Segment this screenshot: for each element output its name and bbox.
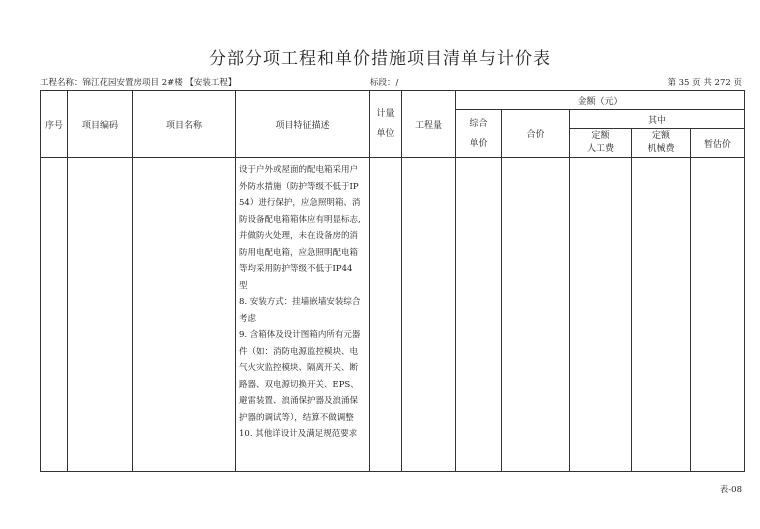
desc-line: 等均采用防护等级不低于IP44 (239, 264, 353, 274)
cell-labor-fee (570, 158, 632, 472)
desc-line: 8. 安装方式：挂墙嵌墙安装综合 (239, 297, 361, 307)
bill-of-quantities-table (40, 90, 745, 472)
cell-code (68, 158, 133, 472)
col-desc: 项目特征描述 (236, 91, 370, 158)
desc-line: 9. 含箱体及设计图箱内所有元器 (239, 330, 361, 340)
desc-line: 考虑 (239, 313, 257, 324)
col-code: 项目编码 (68, 91, 133, 158)
col-amount: 金额（元） (456, 91, 745, 110)
col-unit-price (456, 110, 502, 158)
col-total: 合价 (502, 110, 570, 158)
desc-line: 护器的调试等），结算不做调整 (239, 412, 354, 423)
col-labor-fee (570, 129, 632, 158)
desc-line: 54）进行保护，应急照明箱、消 (239, 198, 361, 208)
col-machine-line2: 机械费 (647, 144, 675, 154)
col-labor-line1: 定额 (591, 131, 610, 141)
desc-line: 外防水措施（防护等级不低于IP (239, 181, 359, 192)
form-number: 表-08 (719, 485, 742, 495)
col-unit-line1: 计量 (376, 109, 395, 119)
desc-line: 防用电配电箱，应急照明配电箱 (239, 247, 359, 258)
col-provisional: 暂估价 (691, 129, 745, 158)
desc-line: 10. 其他详设计及满足规范要求 (239, 429, 358, 439)
project-name: 工程名称：锦江花园安置房项目 2#楼 【安装工程】 (40, 78, 237, 88)
col-qty: 工程量 (402, 91, 456, 158)
col-seq: 序号 (41, 91, 68, 158)
col-unit-price-line2: 单价 (469, 138, 488, 149)
desc-line: 气火灾监控模块、隔离开关、断 (239, 363, 359, 373)
cell-provisional (691, 158, 745, 472)
page-title: 分部分项工程和单价措施项目清单与计价表 (209, 49, 551, 69)
cell-unit (370, 158, 402, 472)
section-label: 标段：/ (370, 78, 399, 88)
desc-line: 防设备配电箱箱体应有明显标志, (239, 214, 361, 225)
cell-total (502, 158, 570, 472)
col-unit (370, 91, 402, 158)
table-row (41, 158, 745, 472)
col-among: 其中 (570, 110, 745, 129)
desc-line: 设于户外或屋面的配电箱采用户 (239, 165, 359, 175)
cell-unit-price (456, 158, 502, 472)
cell-seq (41, 158, 68, 472)
desc-line: 件（如：消防电源监控模块、电 (239, 346, 359, 357)
cell-description (236, 158, 370, 472)
desc-line: 避雷装置、浪涌保护器及浪涌保 (239, 396, 359, 406)
cell-name (133, 158, 236, 472)
col-name: 项目名称 (133, 91, 236, 158)
desc-line: 路器、双电源切换开关、EPS、 (239, 379, 359, 390)
col-machine-fee (632, 129, 691, 158)
col-labor-line2: 人工费 (586, 144, 614, 154)
col-unit-line2: 单位 (376, 129, 395, 139)
cell-machine-fee (632, 158, 691, 472)
col-machine-line1: 定额 (651, 131, 670, 141)
cell-qty (402, 158, 456, 472)
page-info: 第 35 页 共 272 页 (667, 78, 742, 88)
desc-line: 并做防火处理，未在设备房的消 (239, 231, 359, 241)
desc-line: 型 (239, 280, 248, 291)
col-unit-price-line1: 综合 (469, 118, 488, 129)
